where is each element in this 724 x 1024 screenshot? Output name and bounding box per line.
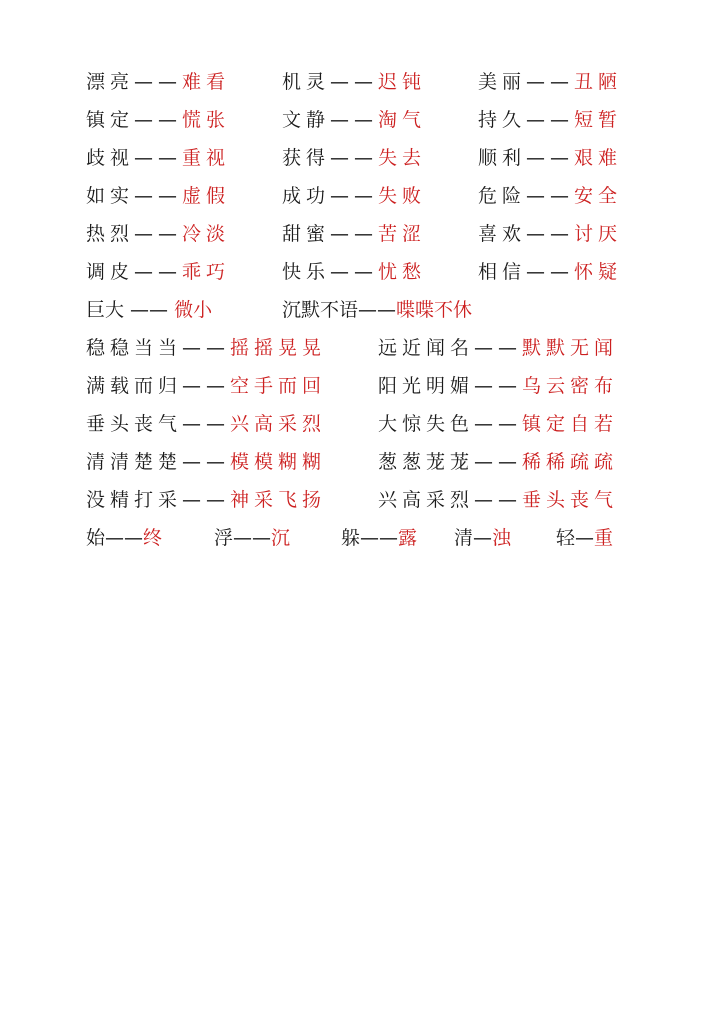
antonym-answer: 重视 (182, 147, 231, 169)
dash-separator: —— (182, 337, 231, 359)
antonym-pair (214, 523, 290, 553)
dash-separator: —— (330, 71, 379, 93)
word: 浮 (214, 527, 234, 549)
dash-separator: —— (474, 413, 523, 435)
dash-separator: —— (526, 109, 575, 131)
word: 稳稳当当 (86, 337, 183, 359)
word: 甜蜜 (282, 223, 331, 245)
dash-separator: —— (330, 223, 379, 245)
antonym-pair (556, 523, 613, 553)
word: 成功 (282, 185, 331, 207)
antonym-pair (86, 409, 326, 439)
dash-separator: —— (182, 451, 231, 473)
antonym-pair (454, 523, 511, 553)
antonym-pair (86, 371, 326, 401)
dash-separator: —— (134, 185, 183, 207)
antonym-answer: 喋喋不休 (396, 299, 473, 321)
antonym-pair (86, 447, 326, 477)
word: 如实 (86, 185, 135, 207)
antonym-pair (478, 143, 622, 173)
dash-separator: —— (474, 489, 523, 511)
antonym-pair (478, 219, 622, 249)
dash-separator: —— (134, 71, 183, 93)
antonym-pair (86, 523, 162, 553)
word: 轻 (556, 527, 576, 549)
word: 沉默不语 (282, 299, 359, 321)
word: 满载而归 (86, 375, 183, 397)
antonym-answer: 终 (143, 527, 163, 549)
word: 歧视 (86, 147, 135, 169)
antonym-answer: 模模糊糊 (230, 451, 327, 473)
antonym-pair (86, 485, 326, 515)
antonym-pair (282, 67, 426, 97)
dash-separator: —— (182, 489, 231, 511)
antonym-pair (378, 371, 618, 401)
dash-separator: —— (474, 375, 523, 397)
dash-separator: —— (526, 185, 575, 207)
word: 大惊失色 (378, 413, 475, 435)
dash-separator: — (575, 527, 595, 549)
word: 漂亮 (86, 71, 135, 93)
word: 清 (454, 527, 474, 549)
antonym-pair (282, 181, 426, 211)
antonym-answer: 失去 (378, 147, 427, 169)
dash-separator: —— (134, 223, 183, 245)
antonym-pair (478, 67, 622, 97)
antonym-answer: 讨厌 (574, 223, 623, 245)
antonym-answer: 浊 (492, 527, 512, 549)
antonym-pair (341, 523, 417, 553)
word: 镇定 (86, 109, 135, 131)
antonym-answer: 空手而回 (230, 375, 327, 397)
dash-separator: —— (182, 375, 231, 397)
antonym-answer: 垂头丧气 (522, 489, 619, 511)
antonym-answer: 慌张 (182, 109, 231, 131)
word: 持久 (478, 109, 527, 131)
dash-separator: —— (124, 299, 175, 321)
antonym-pair (86, 333, 326, 363)
word: 危险 (478, 185, 527, 207)
dash-separator: —— (330, 185, 379, 207)
antonym-answer: 微小 (174, 299, 213, 321)
dash-separator: —— (134, 261, 183, 283)
antonym-pair (378, 447, 618, 477)
word: 相信 (478, 261, 527, 283)
word: 美丽 (478, 71, 527, 93)
antonym-answer: 兴高采烈 (230, 413, 327, 435)
word: 机灵 (282, 71, 331, 93)
antonym-answer: 沉 (271, 527, 291, 549)
antonym-pair (86, 295, 212, 325)
antonym-pair (86, 219, 230, 249)
antonym-pair (378, 485, 618, 515)
dash-separator: —— (474, 451, 523, 473)
dash-separator: —— (526, 261, 575, 283)
dash-separator: —— (105, 527, 144, 549)
word: 葱葱茏茏 (378, 451, 475, 473)
antonym-answer: 艰难 (574, 147, 623, 169)
dash-separator: —— (233, 527, 272, 549)
word: 喜欢 (478, 223, 527, 245)
word: 清清楚楚 (86, 451, 183, 473)
antonym-answer: 安全 (574, 185, 623, 207)
dash-separator: —— (182, 413, 231, 435)
word: 阳光明媚 (378, 375, 475, 397)
antonym-pair (282, 257, 426, 287)
dash-separator: — (473, 527, 493, 549)
word: 顺利 (478, 147, 527, 169)
antonym-pair (478, 257, 622, 287)
dash-separator: —— (526, 71, 575, 93)
antonym-answer: 默默无闻 (522, 337, 619, 359)
antonym-answer: 迟钝 (378, 71, 427, 93)
word: 垂头丧气 (86, 413, 183, 435)
dash-separator: —— (134, 147, 183, 169)
word: 远近闻名 (378, 337, 475, 359)
word: 快乐 (282, 261, 331, 283)
word: 获得 (282, 147, 331, 169)
antonym-answer: 丑陋 (574, 71, 623, 93)
antonym-pair (282, 219, 426, 249)
antonym-answer: 冷淡 (182, 223, 231, 245)
antonym-pair (86, 105, 230, 135)
word: 兴高采烈 (378, 489, 475, 511)
antonym-pair (478, 105, 622, 135)
word: 调皮 (86, 261, 135, 283)
antonym-pair (378, 409, 618, 439)
antonym-pair (282, 105, 426, 135)
dash-separator: —— (360, 527, 399, 549)
antonym-answer: 摇摇晃晃 (230, 337, 327, 359)
antonym-pair (282, 295, 472, 325)
antonym-answer: 神采飞扬 (230, 489, 327, 511)
antonym-answer: 短暂 (574, 109, 623, 131)
antonym-answer: 淘气 (378, 109, 427, 131)
antonym-answer: 镇定自若 (522, 413, 619, 435)
word: 热烈 (86, 223, 135, 245)
antonym-answer: 乌云密布 (522, 375, 619, 397)
antonym-answer: 虚假 (182, 185, 231, 207)
dash-separator: —— (330, 261, 379, 283)
dash-separator: —— (330, 109, 379, 131)
antonym-answer: 苦涩 (378, 223, 427, 245)
antonym-pair (86, 143, 230, 173)
antonym-answer: 重 (594, 527, 614, 549)
antonym-answer: 难看 (182, 71, 231, 93)
antonym-pair (378, 333, 618, 363)
dash-separator: —— (474, 337, 523, 359)
antonym-pair (478, 181, 622, 211)
word: 躲 (341, 527, 361, 549)
antonym-pair (282, 143, 426, 173)
antonym-answer: 失败 (378, 185, 427, 207)
word: 巨大 (86, 299, 125, 321)
antonym-answer: 忧愁 (378, 261, 427, 283)
word: 文静 (282, 109, 331, 131)
antonym-pair (86, 257, 230, 287)
dash-separator: —— (526, 223, 575, 245)
antonym-pair (86, 181, 230, 211)
antonym-answer: 稀稀疏疏 (522, 451, 619, 473)
dash-separator: —— (330, 147, 379, 169)
dash-separator: —— (358, 299, 397, 321)
antonym-answer: 露 (398, 527, 418, 549)
word: 没精打采 (86, 489, 183, 511)
antonym-answer: 怀疑 (574, 261, 623, 283)
dash-separator: —— (134, 109, 183, 131)
antonym-answer: 乖巧 (182, 261, 231, 283)
dash-separator: —— (526, 147, 575, 169)
antonym-pair (86, 67, 230, 97)
word: 始 (86, 527, 106, 549)
